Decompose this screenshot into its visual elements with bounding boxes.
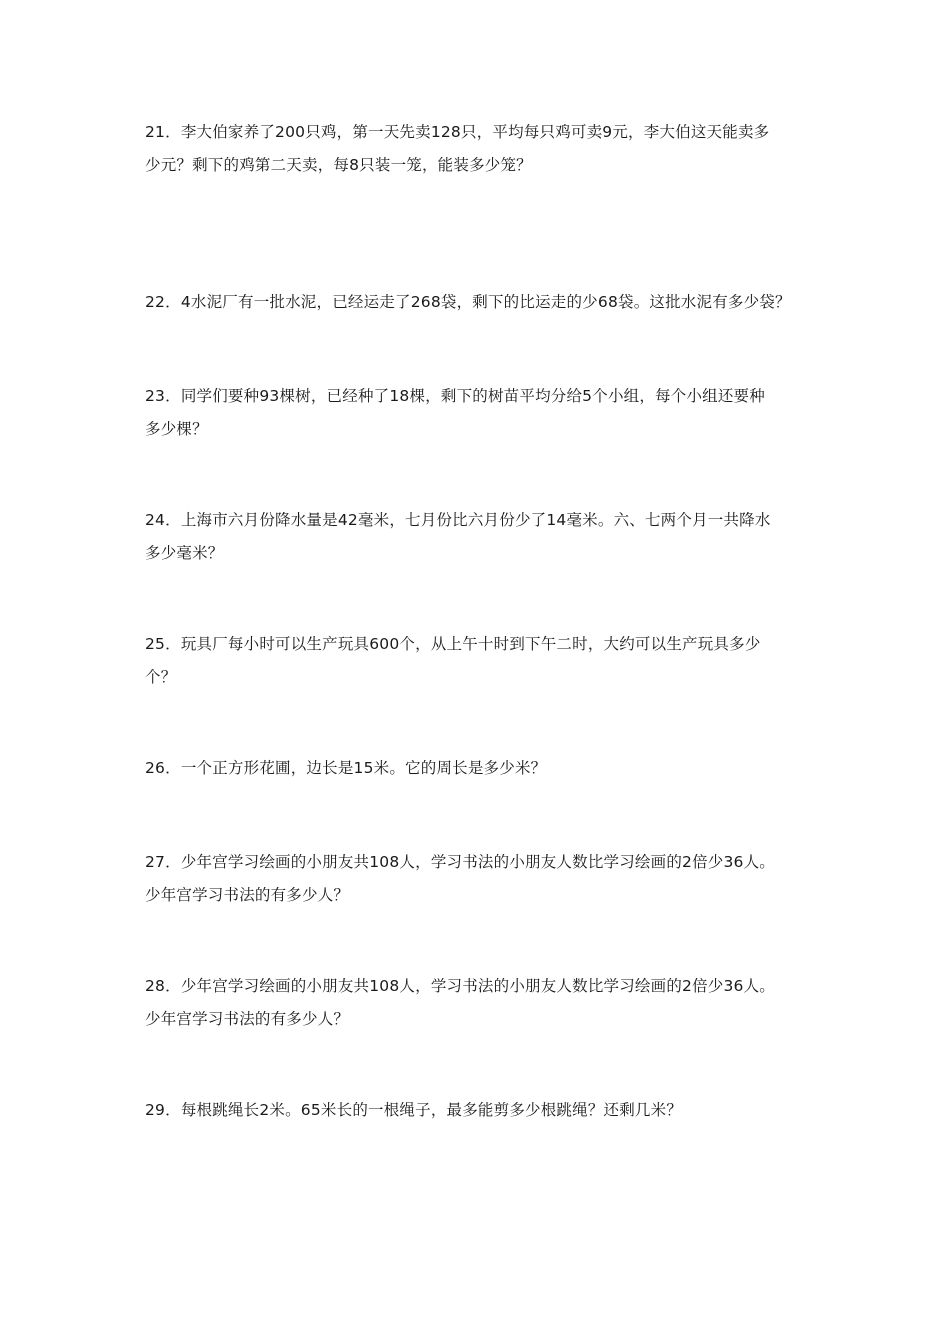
problem-text: 一个正方形花圃，边长是15米。它的周长是多少米？ — [180, 759, 547, 777]
problem-number: 24． — [145, 511, 181, 529]
problem-number: 27． — [145, 853, 181, 871]
problem-28 — [145, 970, 815, 1036]
problem-line — [145, 970, 815, 1003]
problem-line — [145, 846, 815, 879]
problem-text: 同学们要种93棵树，已经种了18棵，剩下的树苗平均分给5个小组，每个小组还要种 — [180, 387, 765, 405]
problem-21 — [145, 116, 815, 182]
problem-text: 4水泥厂有一批水泥，已经运走了268袋，剩下的比运走的少68袋。这批水泥有多少袋？ — [180, 293, 791, 311]
problem-text: 李大伯家养了200只鸡，第一天先卖128只，平均每只鸡可卖9元，李大伯这天能卖多 — [180, 123, 770, 141]
problem-text: 少年宫学习绘画的小朋友共108人，学习书法的小朋友人数比学习绘画的2倍少36人。 — [180, 977, 775, 995]
problem-27 — [145, 846, 815, 912]
problem-text: 玩具厂每小时可以生产玩具600个，从上午十时到下午二时，大约可以生产玩具多少 — [180, 635, 761, 653]
problem-line — [145, 286, 815, 319]
problem-number: 21． — [145, 123, 181, 141]
problem-line — [145, 752, 815, 785]
problem-text: 少年宫学习书法的有多少人？ — [145, 1010, 350, 1028]
problem-line — [145, 380, 815, 413]
problem-number: 26． — [145, 759, 181, 777]
problem-text: 个？ — [145, 668, 177, 686]
problem-25 — [145, 628, 815, 694]
problem-text: 少年宫学习书法的有多少人？ — [145, 886, 350, 904]
problem-line — [145, 628, 815, 661]
problem-text: 少元？剩下的鸡第二天卖，每8只装一笼，能装多少笼？ — [145, 156, 532, 174]
problem-text: 多少毫米？ — [145, 544, 224, 562]
problem-29 — [145, 1094, 815, 1127]
problem-text: 上海市六月份降水量是42毫米，七月份比六月份少了14毫米。六、七两个月一共降水 — [180, 511, 771, 529]
problem-text: 少年宫学习绘画的小朋友共108人，学习书法的小朋友人数比学习绘画的2倍少36人。 — [180, 853, 775, 871]
problem-line — [145, 116, 815, 149]
problem-text: 每根跳绳长2米。65米长的一根绳子，最多能剪多少根跳绳？还剩几米？ — [180, 1101, 683, 1119]
problem-line — [145, 1094, 815, 1127]
problem-number: 22． — [145, 293, 181, 311]
problem-26 — [145, 752, 815, 785]
problem-text: 多少棵？ — [145, 420, 208, 438]
problem-number: 23． — [145, 387, 181, 405]
problem-22 — [145, 286, 815, 319]
problem-24 — [145, 504, 815, 570]
problem-23 — [145, 380, 815, 446]
problem-number: 28． — [145, 977, 181, 995]
problem-line — [145, 504, 815, 537]
problem-number: 29． — [145, 1101, 181, 1119]
problem-number: 25． — [145, 635, 181, 653]
